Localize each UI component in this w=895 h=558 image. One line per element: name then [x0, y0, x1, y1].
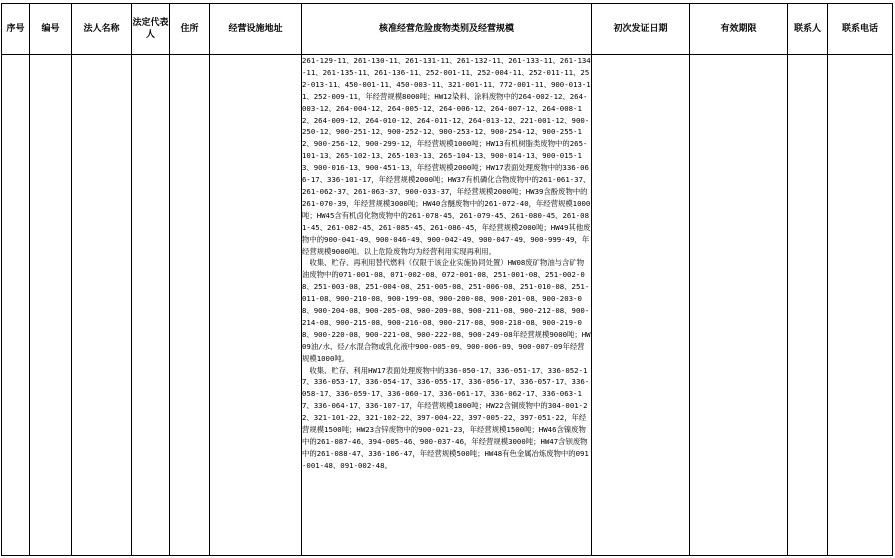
header-legal-rep: 法定代表人	[132, 4, 170, 55]
permit-table	[1, 3, 893, 556]
validity-cell	[690, 55, 788, 556]
contact-person-cell	[788, 55, 828, 556]
header-contact-person: 联系人	[788, 4, 828, 55]
header-code: 编号	[30, 4, 72, 55]
header-scope: 核准经营危险废物类别及经营规模	[302, 4, 592, 55]
residence-cell	[170, 55, 210, 556]
header-first-issue-date: 初次发证日期	[592, 4, 690, 55]
scope-paragraph-1: 261-129-11、261-130-11、261-131-11、261-132-11、261-133-11、261-134-11、261-135-11、261-136-11、252-001-11、252-004-11、252-011-11、252-013-11、450-001-11、450-003-11、321-001-11、772-001-11、900-013-11、252-009-11，年经营规模8000吨；HW12染料、涂料废物中的264-002-12、264-003-12、264-004-12、264-005-12、264-006-12、264-007-12、264-008-12、264-009-12、264-010-12、264-011-12、264-013-12、221-001-12、900-250-12、900-251-12、900-252-12、900-253-12、900-254-12、900-255-12、900-256-12、900-299-12，年经营规模1000吨；HW13有机树脂类废物中的265-101-13、265-102-13、265-103-13、265-104-13、900-014-13、900-015-13、900-016-13、900-451-13，年经营规模2000吨；HW17表面处理废物中的336-066-17、336-101-17，年经营规模2000吨；HW37有机磷化合物废物中的261-061-37、261-062-37、261-063-37、900-033-37，年经营规模2000吨；HW39含酚废物中的261-070-39，年经营规模3000吨；HW40含醚废物中的261-072-40，年经营规模1000吨；HW45含有机卤化物废物中的261-078-45、261-079-45、261-080-45、261-081-45、261-082-45、261-085-45、261-086-45，年经营规模2000吨；HW49其他废物中的900-041-49、900-046-49、900-042-49、900-047-49、900-999-49，年经营规模9000吨。以上危险废物均为经营利用实现再利用。	[302, 56, 591, 256]
header-row	[2, 4, 893, 55]
legal-name-cell	[72, 55, 132, 556]
legal-rep-cell	[132, 55, 170, 556]
header-residence: 住所	[170, 4, 210, 55]
contact-phone-cell	[828, 55, 893, 556]
scope-paragraph-3: 收集、贮存、利用HW17表面处理废物中的336-050-17、336-051-17、336-052-17、336-053-17、336-054-17、336-055-17、336-056-17、336-057-17、336-058-17、336-059-17、336-060-17、336-061-17、336-062-17、336-063-17、336-064-17、336-107-17，年经营规模1800吨；HW22含铜废物中的304-001-22、321-101-22、321-102-22、397-004-22、397-005-22、397-051-22，年经营规模1500吨；HW23含锌废物中的900-021-23，年经营规模1500吨；HW46含镍废物中的261-087-46、394-005-46、900-037-46，年经营规模3000吨；HW47含钡废物中的261-088-47、336-106-47，年经营规模500吨；HW48有色金属冶炼废物中的091-001-48、091-002-48。	[302, 365, 590, 470]
facility-address-cell	[210, 55, 302, 556]
scope-cell	[302, 55, 592, 556]
header-contact-phone: 联系电话	[828, 4, 893, 55]
header-legal-name: 法人名称	[72, 4, 132, 55]
scope-paragraph-2: 收集、贮存、再利用替代燃料（仅限于该企业实施协同处置）HW08废矿物油与含矿物油废物中的071-001-08、071-002-08、072-001-08、251-001-08、251-002-08、251-003-08、251-004-08、251-005-08、251-006-08、251-010-08、251-011-08、900-210-08、900-199-08、900-200-08、900-201-08、900-203-08、900-204-08、900-205-08、900-209-08、900-211-08、900-212-08、900-214-08、900-215-08、900-216-08、900-217-08、900-218-08、900-219-08、900-220-08、900-221-08、900-222-08、900-249-08年经营规模9000吨；HW09油/水、烃/水混合物或乳化液中900-005-09、900-006-09、900-007-09年经营规模1000吨。	[302, 258, 591, 363]
header-facility-address: 经营设施地址	[210, 4, 302, 55]
first-issue-date-cell	[592, 55, 690, 556]
table-row	[2, 55, 893, 556]
header-serial: 序号	[2, 4, 30, 55]
header-validity: 有效期限	[690, 4, 788, 55]
serial-cell	[2, 55, 30, 556]
code-cell	[30, 55, 72, 556]
